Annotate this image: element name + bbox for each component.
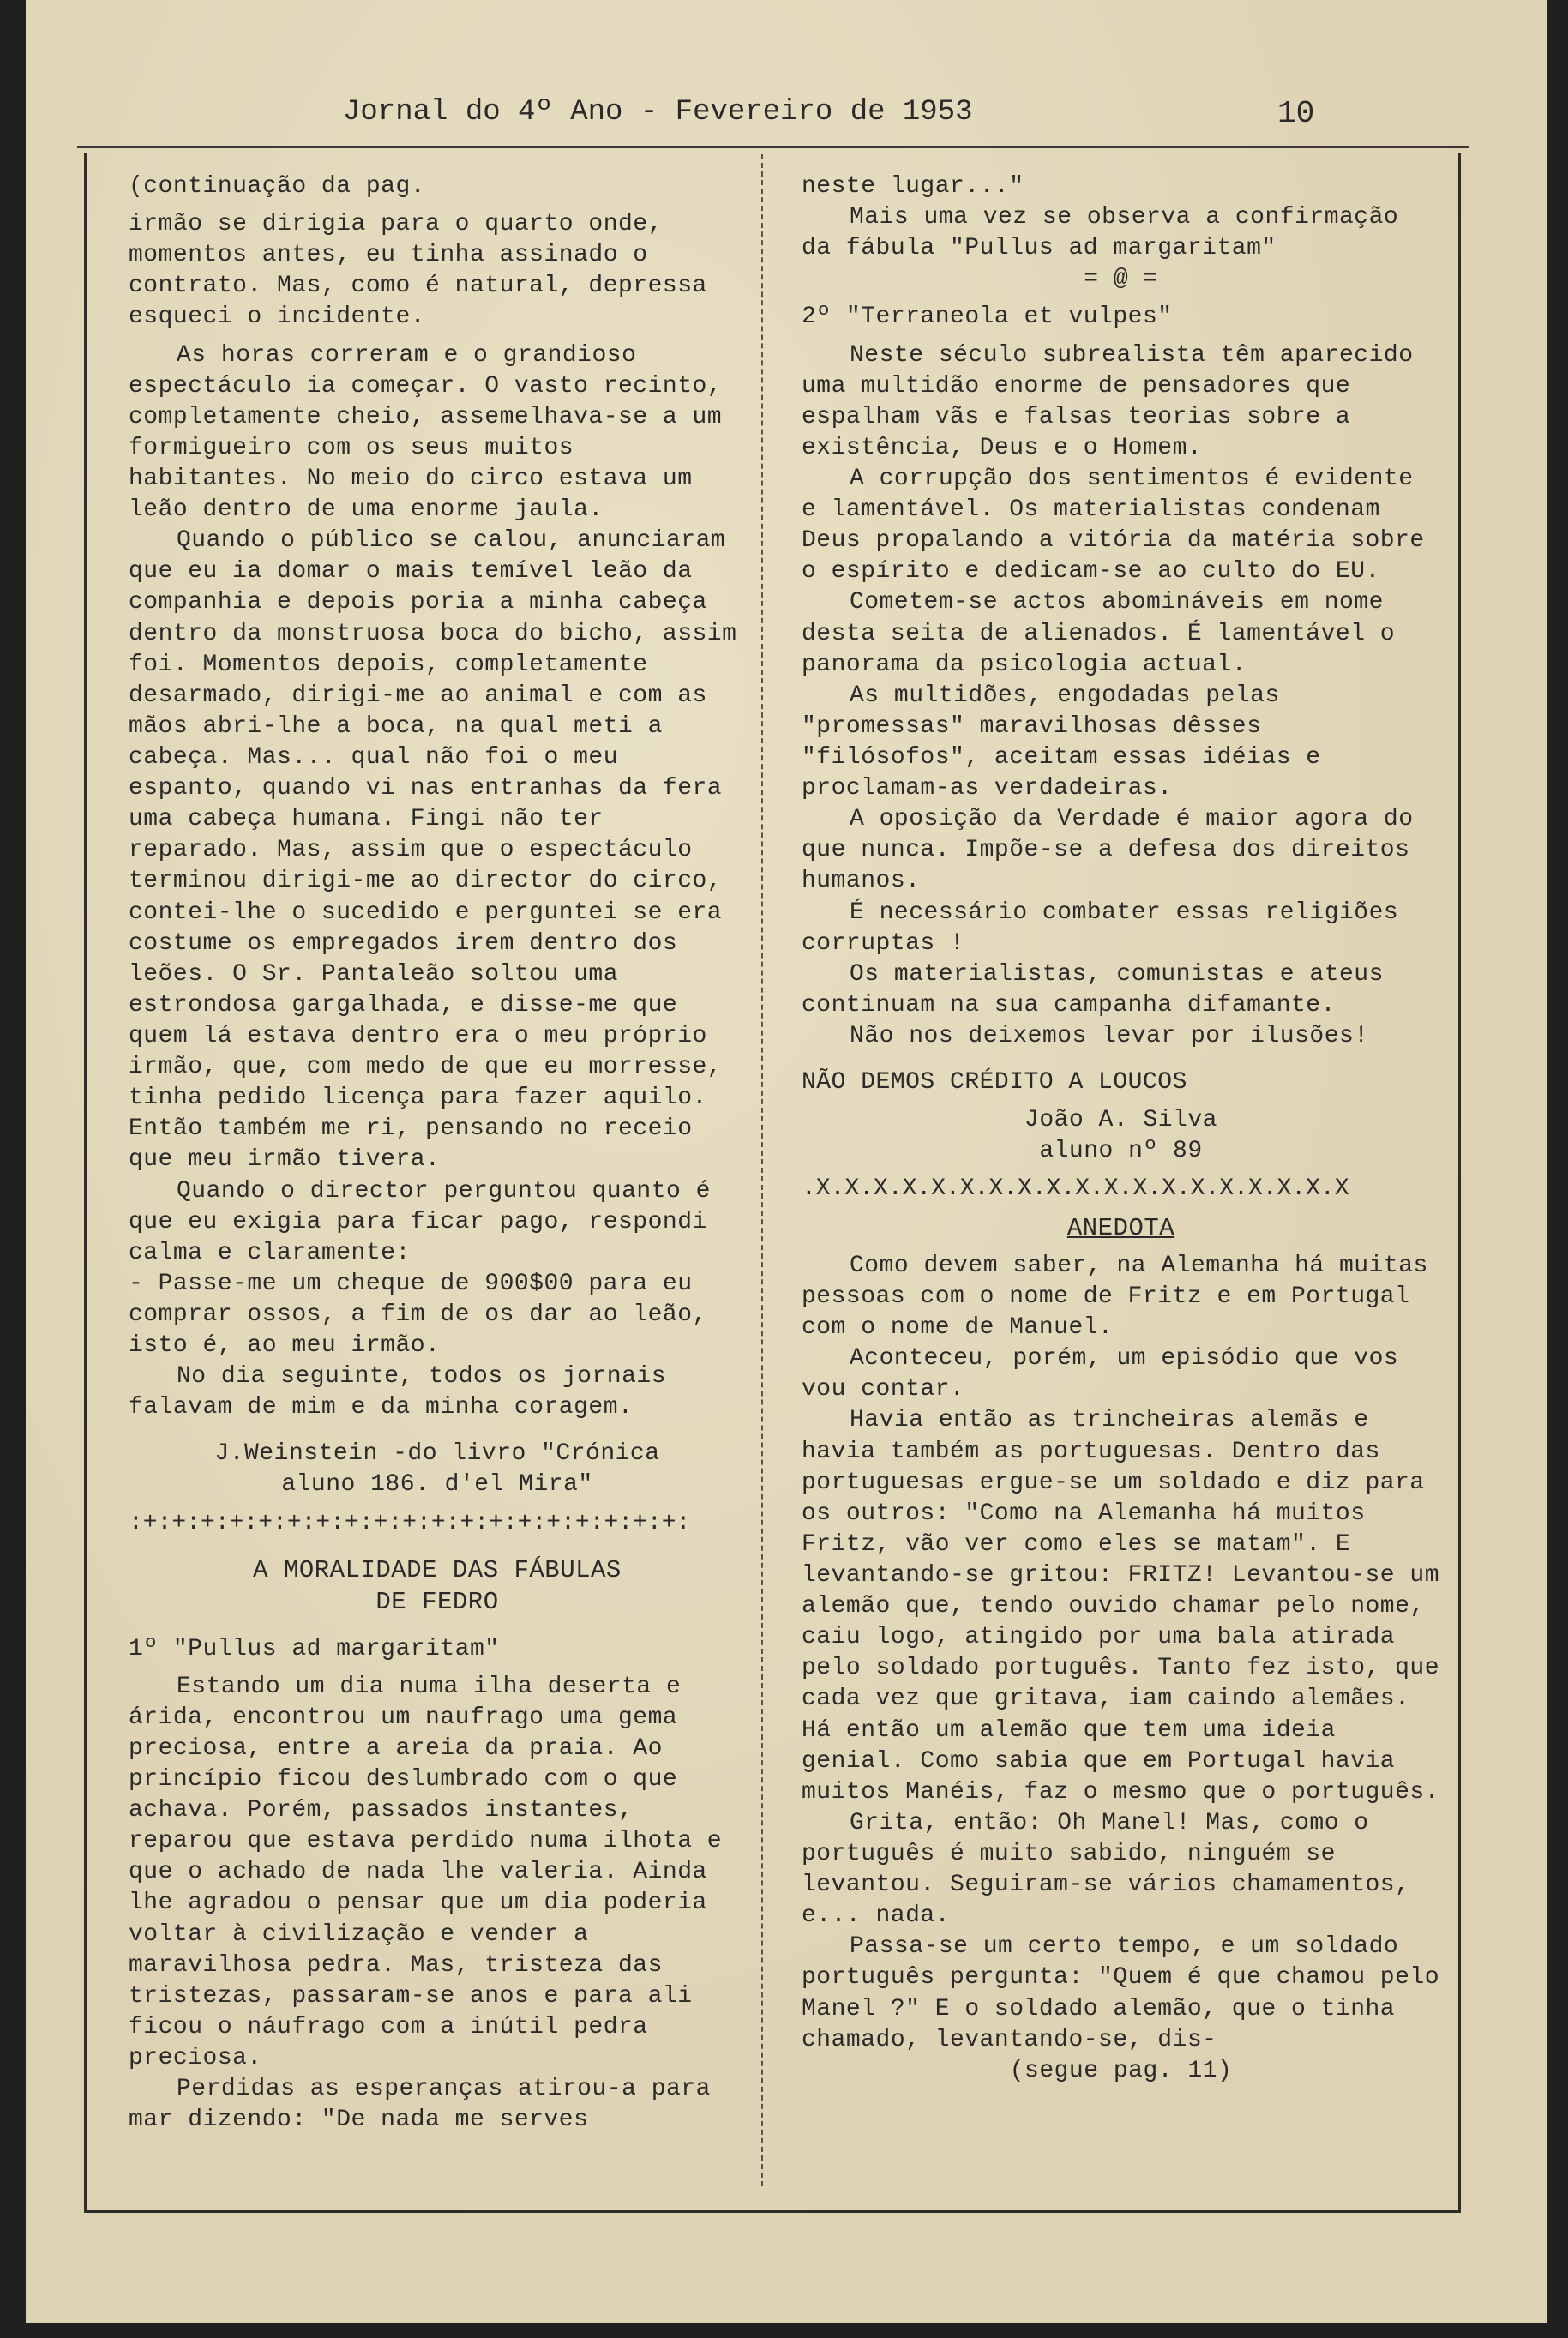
paragraph: Havia então as trincheiras alemãs e havia também as portuguesas. Dentro das portuguesas ergue-se um soldado e diz para os outros: "Como na Alemanha há muitos Fritz, vão ver como eles se matam". E levantando-se gritou: FRITZ! Levantou-se um alemão que, tendo ouvido chamar pelo nome, caiu logo, atingido por uma bala atirada pelo soldado português. Tanto fez isto, que cada vez que gritava, iam caindo alemães. Há então um alemão que tem uma ideia genial. Como sabia que em Portugal havia muitos Manéis, faz o mesmo que o português. [802, 1407, 1440, 1806]
divider: = @ = [1084, 266, 1158, 293]
page-number: 10 [1277, 96, 1315, 131]
column-divider [761, 154, 763, 2186]
paragraph: neste lugar..." [802, 173, 1024, 200]
article-title: ANEDOTA [1066, 1213, 1175, 1242]
page-header-title: Jornal do 4º Ano - Fevereiro de 1953 [343, 96, 973, 129]
paragraph: Aconteceu, porém, um episódio que vos vou contar. [802, 1345, 1399, 1403]
paragraph: Cometem-se actos abomináveis em nome desta seita de alienados. É lamentável o panorama da psicologia actual. [802, 589, 1396, 678]
article-title: A MORALIDADE DAS FÁBULAS [253, 1555, 622, 1584]
paragraph: Passa-se um certo tempo, e um soldado português pergunta: "Quem é que chamou pelo Manel ?" E o soldado alemão, que o tinha chamado, levantando-se, dis- [802, 1933, 1440, 2053]
article-title: DE FEDRO [375, 1588, 499, 1617]
paragraph: Quando o director perguntou quanto é que eu exigia para ficar pago, respondi calma e claramente: [129, 1177, 711, 1266]
author-signature: aluno 186. d'el Mira" [281, 1471, 593, 1499]
paragraph: Mais uma vez se observa a confirmação da fábula "Pullus ad margaritam" [802, 204, 1399, 262]
paragraph: Estando um dia numa ilha deserta e árida, encontrou um naufrago uma gema preciosa, entre a areia da praia. Ao princípio ficou deslumbrado com o que achava. Porém, passados instantes, reparou que estava perdido numa ilhota e que o achado de nada lhe valeria. Ainda lhe agradou o pensar que um dia poderia voltar à civilização e vender a maravilhosa pedra. Mas, tristeza das tristezas, passaram-se anos e para ali ficou o náufrago com a inútil pedra preciosa. [129, 1673, 723, 2071]
paragraph: Não nos deixemos levar por ilusões! [850, 1022, 1369, 1049]
author-signature: aluno nº 89 [1039, 1138, 1203, 1165]
paragraph: Grita, então: Oh Manel! Mas, como o português é muito sabido, ninguém se levantou. Seguiram-se vários chamamentos, e... nada. [802, 1809, 1410, 1930]
paragraph: A oposição da Verdade é maior agora do que nunca. Impõe-se a defesa dos direitos humanos. [802, 806, 1414, 895]
continuation-note: (segue pag. 11) [1009, 2057, 1233, 2084]
author-signature: J.Weinstein -do livro "Crónica [214, 1440, 660, 1468]
author-signature: João A. Silva [1024, 1107, 1217, 1134]
closing-line: NÃO DEMOS CRÉDITO A LOUCOS [802, 1069, 1187, 1097]
paragraph: Os materialistas, comunistas e ateus continuam na sua campanha difamante. [802, 960, 1384, 1019]
paragraph: As horas correram e o grandioso espectáculo ia começar. O vasto recinto, completamente cheio, assemelhava-se a um formigueiro com os seus muitos habitantes. No meio do circo estava um leão dentro de uma enorme jaula. [129, 341, 723, 524]
paragraph: A corrupção dos sentimentos é evidente e lamentável. Os materialistas condenam Deus propalando a vitória da matéria sobre o espírito e dedicam-se ao culto do EU. [802, 465, 1425, 586]
right-column [802, 171, 1440, 2087]
paragraph: É necessário combater essas religiões corruptas ! [802, 899, 1399, 957]
paragraph: - Passe-me um cheque de 900$00 para eu comprar ossos, a fim de os dar ao leão, isto é, ao meu irmão. [129, 1270, 707, 1360]
paragraph: As multidões, engodadas pelas "promessas" maravilhosas dêsses "filósofos", aceitam essas idéias e proclamam-as verdadeiras. [802, 682, 1321, 802]
paragraph: irmão se dirigia para o quarto onde, momentos antes, eu tinha assinado o contrato. Mas, como é natural, depressa esqueci o incidente. [129, 211, 707, 331]
continuation-note: (continuação da pag. [129, 173, 426, 200]
separator: .X.X.X.X.X.X.X.X.X.X.X.X.X.X.X.X.X.X.X [802, 1175, 1349, 1203]
paragraph: Perdidas as esperanças atirou-a para mar dizendo: "De nada me serves [129, 2076, 711, 2134]
left-column [129, 171, 746, 2136]
separator: :+:+:+:+:+:+:+:+:+:+:+:+:+:+:+:+:+:+:+: [129, 1509, 691, 1536]
paragraph: Neste século subrealista têm aparecido uma multidão enorme de pensadores que espalham vãs e falsas teorias sobre a existência, Deus e o Homem. [802, 341, 1414, 461]
fable-heading: 2º "Terraneola et vulpes" [802, 304, 1173, 331]
fable-heading: 1º "Pullus ad margaritam" [129, 1635, 500, 1662]
paragraph: No dia seguinte, todos os jornais falavam de mim e da minha coragem. [129, 1363, 666, 1421]
paragraph: Quando o público se calou, anunciaram que eu ia domar o mais temível leão da companhia e depois poria a minha cabeça dentro da monstruosa boca do bicho, assim foi. Momentos depois, completamente desarmado, dirigi-me ao animal e com as mãos abri-lhe a boca, na qual meti a cabeça. Mas... qual não foi o meu espanto, quando vi nas entranhas da fera uma cabeça humana. Fingi não ter reparado. Mas, assim que o espectáculo terminou dirigi-me ao director do circo, contei-lhe o sucedido e perguntei se era costume os empregados irem dentro dos leões. O Sr. Pantaleão soltou uma estrondosa gargalhada, e disse-me que quem lá estava dentro era o meu próprio irmão, que, com medo de que eu morresse, tinha pedido licença para fazer aquilo. Então também me ri, pensando no receio que meu irmão tivera. [129, 527, 737, 1174]
newspaper-page [26, 0, 1547, 2323]
paragraph: Como devem saber, na Alemanha há muitas pessoas com o nome de Fritz e em Portugal com o nome de Manuel. [802, 1252, 1428, 1342]
